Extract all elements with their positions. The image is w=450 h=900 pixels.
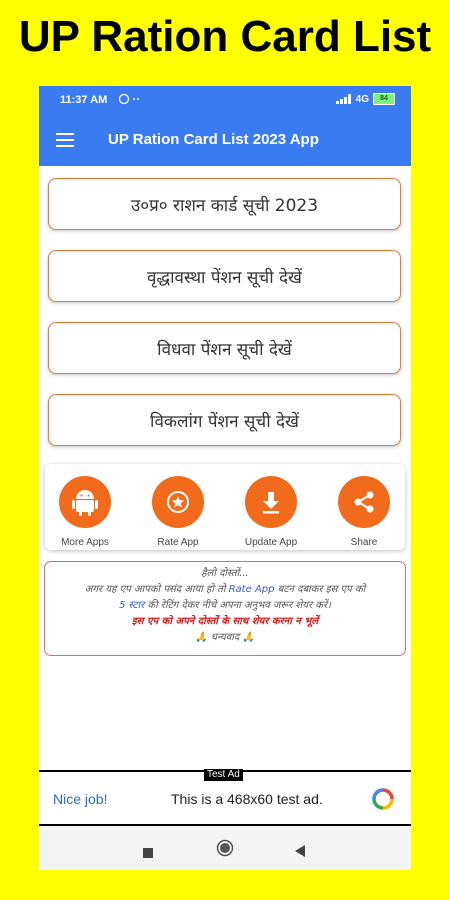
message-greeting: हैलो दोस्तों...	[201, 568, 249, 579]
message-line-1-a: अगर यह एप आपको पसंद आया हो तो	[84, 584, 226, 595]
test-ad-banner[interactable]	[39, 770, 411, 826]
ad-logo-icon	[371, 787, 395, 811]
disability-pension-button[interactable]: विकलांग पेंशन सूची देखें	[48, 394, 401, 446]
battery-icon: 84	[373, 93, 395, 105]
old-age-pension-button[interactable]: वृद्धावस्था पेंशन सूची देखें	[48, 250, 401, 302]
message-box	[44, 561, 406, 656]
action-panel	[45, 464, 405, 550]
more-apps-label: More Apps	[61, 537, 109, 548]
update-app-label: Update App	[244, 537, 298, 548]
message-line-1-b: बटन दबाकर इस एप को	[277, 584, 366, 595]
message-share-reminder: इस एप को अपने दोस्तों के साथ शेयर करना न भूलें	[131, 616, 319, 627]
home-icon[interactable]	[216, 839, 234, 861]
more-apps-button[interactable]	[45, 476, 125, 548]
widow-pension-button[interactable]: विधवा पेंशन सूची देखें	[48, 322, 401, 374]
download-icon	[245, 476, 297, 528]
whatsapp-icon	[119, 93, 143, 108]
update-app-button[interactable]	[231, 476, 311, 548]
share-label: Share	[350, 537, 378, 548]
recents-icon[interactable]	[143, 843, 153, 862]
status-indicators	[336, 93, 395, 105]
message-line-2	[45, 598, 405, 614]
message-line-1	[45, 582, 405, 598]
ration-card-list-button[interactable]: उ०प्र० राशन कार्ड सूची 2023	[48, 178, 401, 230]
test-ad-tag: Test Ad	[204, 769, 243, 781]
message-line-2-b: की रेटिंग देकर नीचे अपना अनुभव जरूर शेयर करें।	[147, 600, 331, 611]
system-nav-bar	[39, 826, 411, 870]
signal-icon	[336, 94, 352, 104]
rate-app-label: Rate App	[157, 537, 199, 548]
five-star-text: 5 स्टार	[119, 600, 145, 611]
share-icon	[338, 476, 390, 528]
phone-screen	[39, 86, 411, 870]
network-type: 4G	[355, 93, 369, 105]
back-icon[interactable]	[295, 842, 305, 861]
ad-nice-job: Nice job!	[53, 791, 108, 807]
star-icon	[152, 476, 204, 528]
banner-title: UP Ration Card List	[18, 12, 432, 61]
app-title: UP Ration Card List 2023 App	[108, 131, 319, 148]
status-time: 11:37 AM	[60, 94, 108, 106]
message-thanks: 🙏 धन्यवाद 🙏	[195, 632, 255, 643]
ad-text: This is a 468x60 test ad.	[171, 791, 323, 807]
android-icon	[59, 476, 111, 528]
hamburger-menu-icon[interactable]	[56, 133, 74, 147]
rate-app-link[interactable]: Rate App	[228, 584, 275, 595]
rate-app-button[interactable]	[138, 476, 218, 548]
app-bar	[39, 114, 411, 166]
share-button[interactable]	[324, 476, 404, 548]
status-bar	[39, 86, 411, 114]
